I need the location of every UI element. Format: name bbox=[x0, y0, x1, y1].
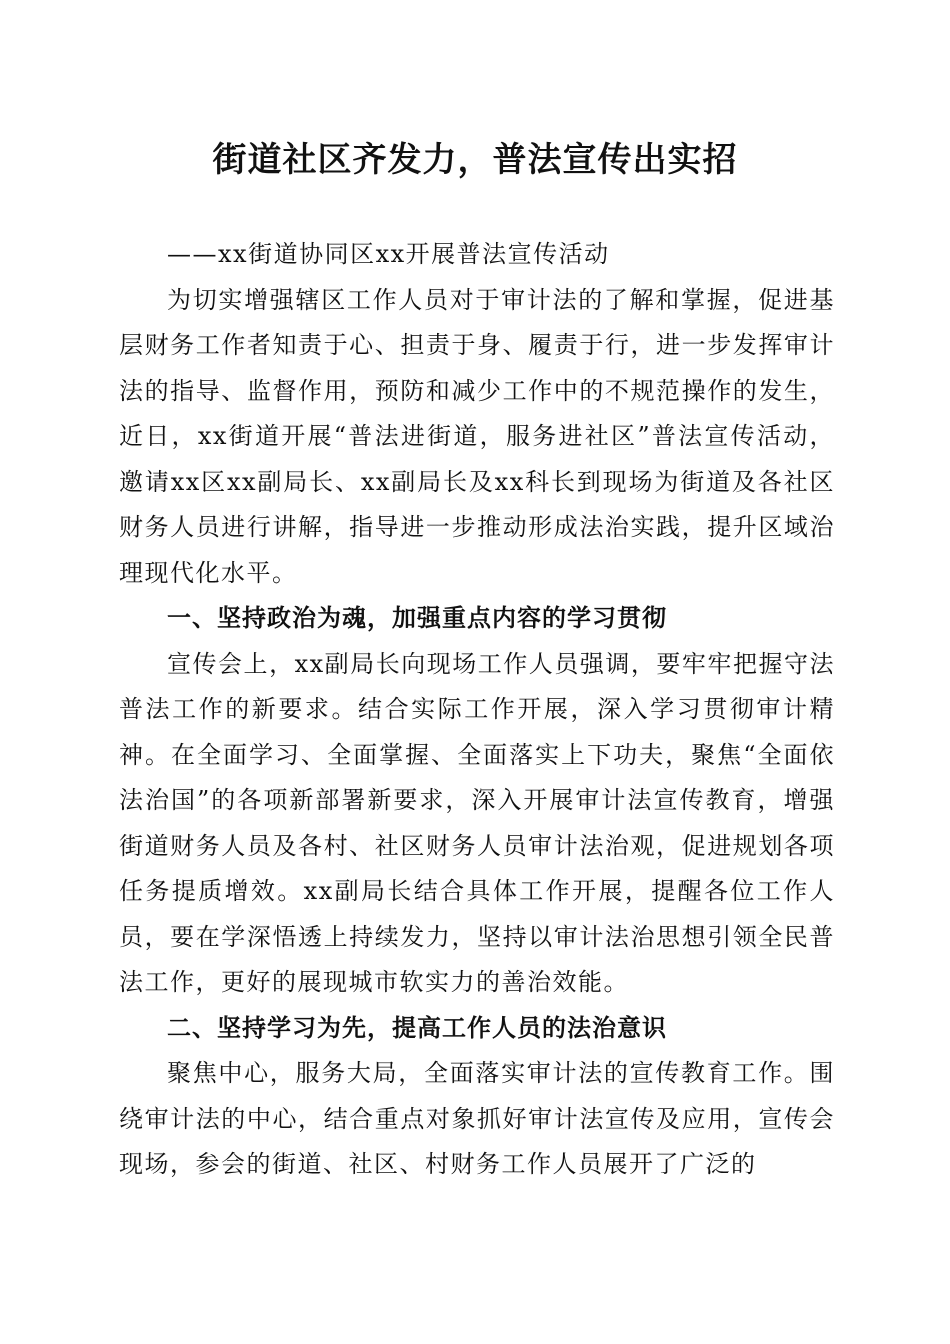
intro-paragraph: 为切实增强辖区工作人员对于审计法的了解和掌握，促进基层财务工作者知责于心、担责于身、履责于行，进一步发挥审计法的指导、监督作用，预防和减少工作中的不规范操作的发生，近日，xx街道开展“普法进街道，服务进社区”普法宣传活动，邀请xx区xx副局长、xx副局长及xx科长到现场为街道及各社区财务人员进行讲解，指导进一步推动形成法治实践，提升区域治理现代化水平。 bbox=[119, 285, 835, 587]
subtitle: ——xx街道协同区xx开展普法宣传活动 bbox=[167, 240, 610, 268]
section-heading-2: 二、坚持学习为先，提高工作人员的法治意识 bbox=[167, 1013, 667, 1042]
section-heading-1: 一、坚持政治为魂，加强重点内容的学习贯彻 bbox=[167, 604, 667, 632]
section-paragraph-2: 聚焦中心，服务大局，全面落实审计法的宣传教育工作。围绕审计法的中心，结合重点对象抓好审计法宣传及应用，宣传会现场，参会的街道、社区、村财务工作人员展开了广泛的 bbox=[119, 1059, 835, 1178]
page-title: 街道社区齐发力，普法宣传出实招 bbox=[212, 140, 738, 180]
document-body bbox=[119, 232, 835, 1188]
section-paragraph-1: 宣传会上，xx副局长向现场工作人员强调，要牢牢把握守法普法工作的新要求。结合实际工作开展，深入学习贯彻审计精神。在全面学习、全面掌握、全面落实上下功夫，聚焦“全面依法治国”的各项新部署新要求，深入开展审计法宣传教育，增强街道财务人员及各村、社区财务人员审计法治观，促进规划各项任务提质增效。xx副局长结合具体工作开展，提醒各位工作人员，要在学深悟透上持续发力，坚持以审计法治思想引领全民普法工作，更好的展现城市软实力的善治效能。 bbox=[119, 649, 835, 996]
